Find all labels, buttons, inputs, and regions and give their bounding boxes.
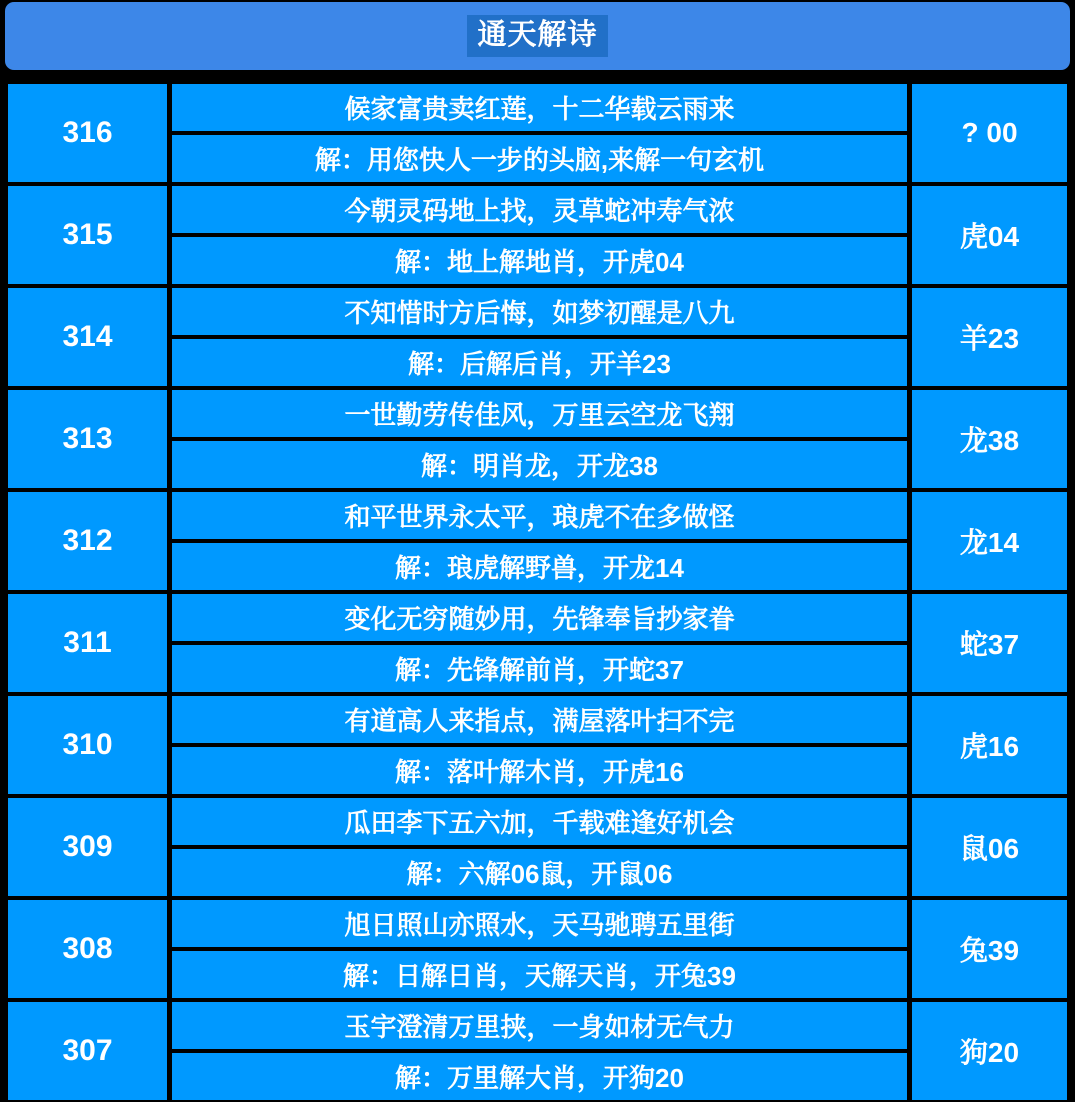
table-row [8, 798, 1067, 896]
jie-line: 解：琅虎解野兽，开龙14 [172, 543, 907, 590]
table-row [8, 288, 1067, 386]
table-row [8, 84, 1067, 182]
issue-number: 311 [8, 594, 167, 692]
result-zodiac: 龙14 [912, 492, 1067, 590]
poem-line: 有道高人来指点，满屋落叶扫不完 [172, 696, 907, 743]
poem-table [8, 84, 1067, 1100]
poem-cell [172, 1002, 907, 1100]
table-row [8, 594, 1067, 692]
table-row [8, 390, 1067, 488]
table-row [8, 1002, 1067, 1100]
table-row [8, 900, 1067, 998]
poem-line: 玉宇澄清万里挟，一身如材无气力 [172, 1002, 907, 1049]
poem-cell [172, 696, 907, 794]
issue-number: 313 [8, 390, 167, 488]
result-zodiac: 虎16 [912, 696, 1067, 794]
jie-line: 解：后解后肖，开羊23 [172, 339, 907, 386]
issue-number: 314 [8, 288, 167, 386]
issue-number: 307 [8, 1002, 167, 1100]
table-row [8, 186, 1067, 284]
poem-line: 候家富贵卖红莲，十二华载云雨来 [172, 84, 907, 131]
jie-line: 解：万里解大肖，开狗20 [172, 1053, 907, 1100]
poem-line: 不知惜时方后悔，如梦初醒是八九 [172, 288, 907, 335]
poem-cell [172, 288, 907, 386]
poem-cell [172, 84, 907, 182]
poem-line: 瓜田李下五六加，千载难逢好机会 [172, 798, 907, 845]
result-zodiac: ? 00 [912, 84, 1067, 182]
jie-line: 解：明肖龙，开龙38 [172, 441, 907, 488]
page-title: 通天解诗 [467, 15, 607, 57]
poem-cell [172, 798, 907, 896]
result-zodiac: 兔39 [912, 900, 1067, 998]
result-zodiac: 蛇37 [912, 594, 1067, 692]
jie-line: 解：日解日肖，天解天肖，开兔39 [172, 951, 907, 998]
issue-number: 310 [8, 696, 167, 794]
issue-number: 308 [8, 900, 167, 998]
poem-cell [172, 594, 907, 692]
poem-line: 旭日照山亦照水，天马驰聘五里街 [172, 900, 907, 947]
result-zodiac: 龙38 [912, 390, 1067, 488]
poem-line: 变化无穷随妙用，先锋奉旨抄家眷 [172, 594, 907, 641]
poem-line: 一世勤劳传佳风，万里云空龙飞翔 [172, 390, 907, 437]
jie-line: 解：地上解地肖，开虎04 [172, 237, 907, 284]
table-row [8, 696, 1067, 794]
poem-line: 今朝灵码地上找，灵草蛇冲寿气浓 [172, 186, 907, 233]
poem-cell [172, 492, 907, 590]
jie-line: 解：落叶解木肖，开虎16 [172, 747, 907, 794]
issue-number: 315 [8, 186, 167, 284]
poem-line: 和平世界永太平，琅虎不在多做怪 [172, 492, 907, 539]
page-header [5, 2, 1070, 70]
result-zodiac: 狗20 [912, 1002, 1067, 1100]
poem-cell [172, 900, 907, 998]
jie-line: 解：六解06鼠，开鼠06 [172, 849, 907, 896]
result-zodiac: 鼠06 [912, 798, 1067, 896]
result-zodiac: 虎04 [912, 186, 1067, 284]
issue-number: 316 [8, 84, 167, 182]
jie-line: 解：用您快人一步的头脑,来解一句玄机 [172, 135, 907, 182]
issue-number: 312 [8, 492, 167, 590]
table-row [8, 492, 1067, 590]
issue-number: 309 [8, 798, 167, 896]
poem-cell [172, 390, 907, 488]
jie-line: 解：先锋解前肖，开蛇37 [172, 645, 907, 692]
result-zodiac: 羊23 [912, 288, 1067, 386]
poem-cell [172, 186, 907, 284]
